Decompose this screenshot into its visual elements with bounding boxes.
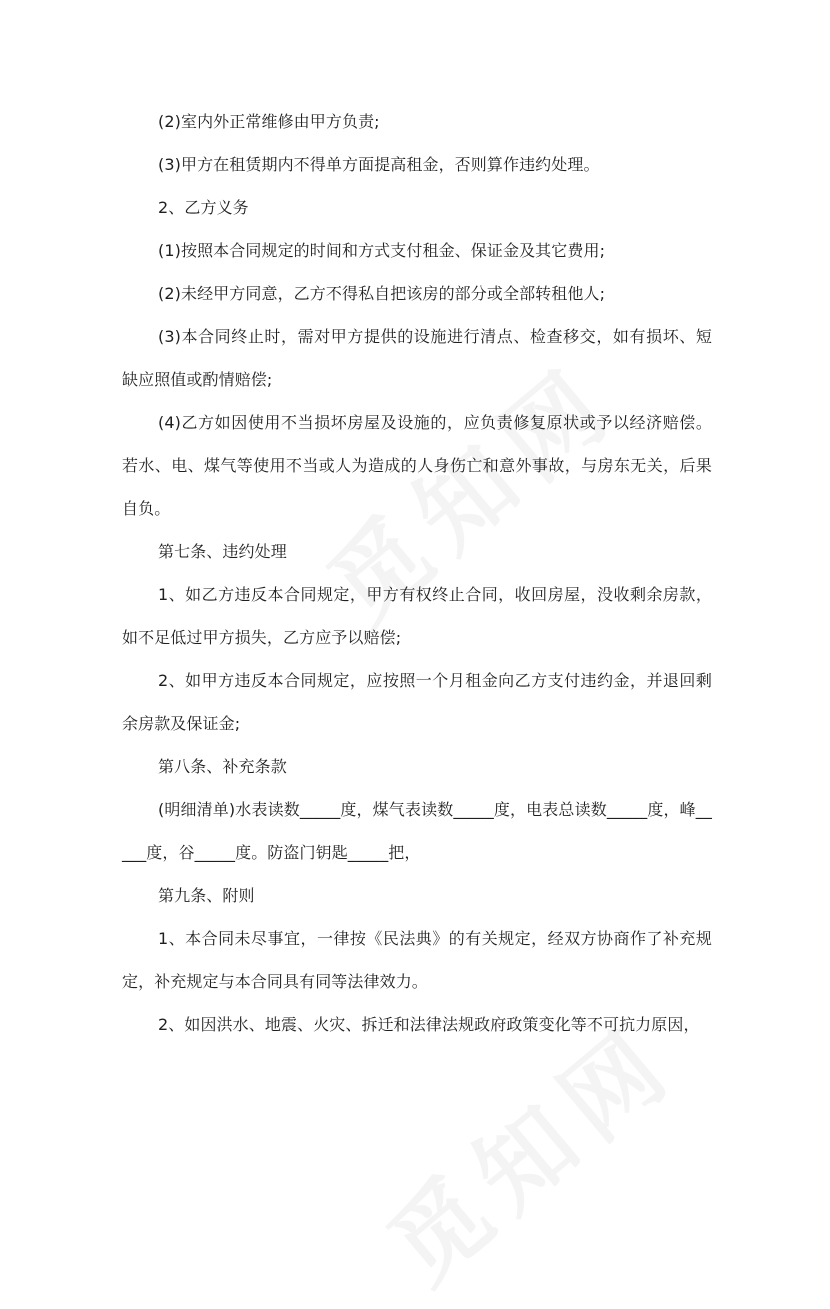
clause-tenant-damage: (4)乙方如因使用不当损坏房屋及设施的，应负责修复原状或予以经济赔偿。若水、电、煤气等使用不当或人为造成的人身伤亡和意外事故，与房东无关，后果自负。 <box>122 413 712 518</box>
clause-landlord-rent-increase: (3)甲方在租赁期内不得单方面提高租金，否则算作违约处理。 <box>158 155 600 174</box>
article-8-heading: 第八条、补充条款 <box>158 757 287 776</box>
clause-supplementary: 1、本合同未尽事宜，一律按《民法典》的有关规定，经双方协商作了补充规定，补充规定与本合同具有同等法律效力。 <box>122 929 712 991</box>
section-tenant-obligations-heading: 2、乙方义务 <box>158 198 249 217</box>
article-9-heading: 第九条、附则 <box>158 886 255 905</box>
clause-tenant-handover: (3)本合同终止时，需对甲方提供的设施进行清点、检查移交，如有损坏、短缺应照值或酌情赔偿; <box>122 327 712 389</box>
document-body <box>122 100 712 1046</box>
clause-tenant-sublease: (2)未经甲方同意，乙方不得私自把该房的部分或全部转租他人; <box>158 284 606 303</box>
clause-force-majeure: 2、如因洪水、地震、火灾、拆迁和法律法规政府政策变化等不可抗力原因， <box>158 1015 700 1034</box>
clause-meter-readings: (明细清单)水表读数_____度，煤气表读数_____度，电表总读数_____度，峰_____度，谷_____度。防盗门钥匙_____把， <box>122 800 712 862</box>
clause-landlord-maintenance: (2)室内外正常维修由甲方负责; <box>158 112 380 131</box>
clause-tenant-breach: 1、如乙方违反本合同规定，甲方有权终止合同，收回房屋，没收剩余房款，如不足低过甲方损失，乙方应予以赔偿; <box>122 585 712 647</box>
clause-landlord-breach: 2、如甲方违反本合同规定，应按照一个月租金向乙方支付违约金，并退回剩余房款及保证金; <box>122 671 712 733</box>
article-7-heading: 第七条、违约处理 <box>158 542 287 561</box>
clause-tenant-payment: (1)按照本合同规定的时间和方式支付租金、保证金及其它费用; <box>158 241 606 260</box>
